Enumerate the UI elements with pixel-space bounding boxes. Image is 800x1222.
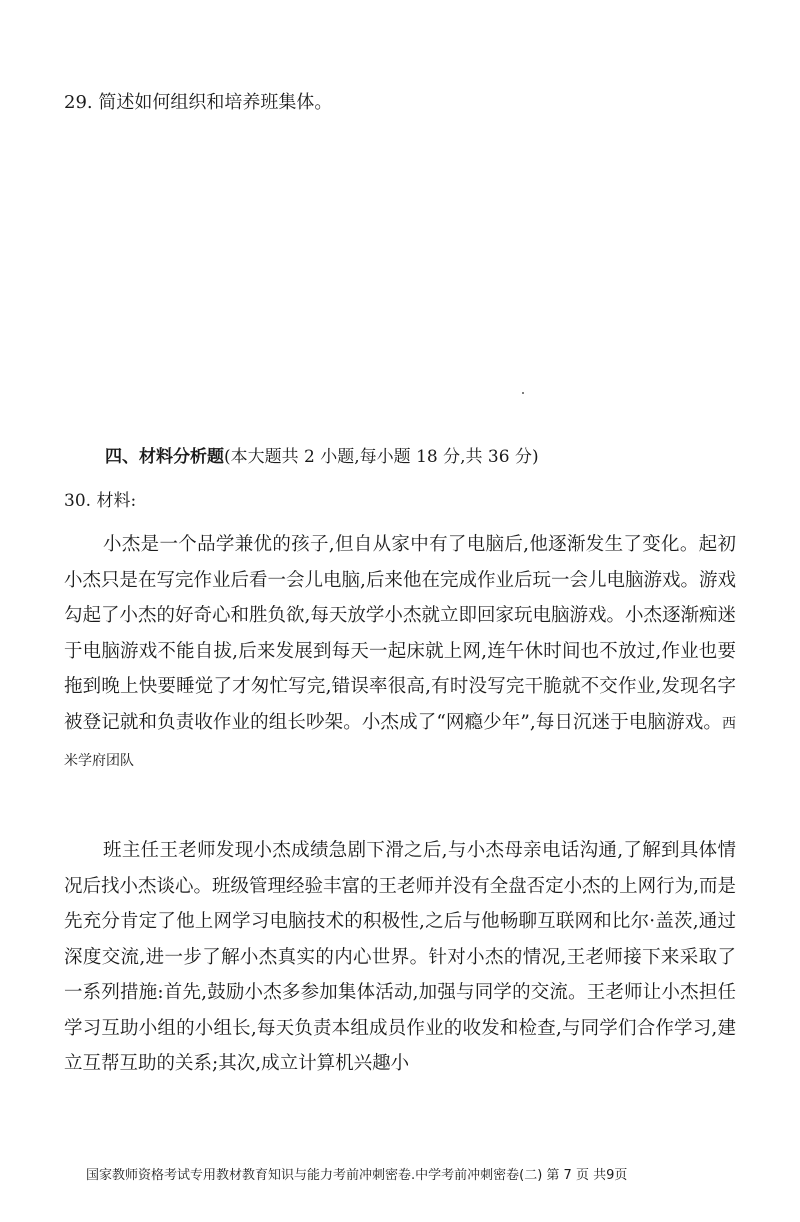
- stray-dot: [522, 392, 524, 394]
- page-footer: 国家教师资格考试专用教材教育知识与能力考前冲刺密卷.中学考前冲刺密卷(二) 第 7 页 共9页: [86, 1168, 628, 1183]
- watermark-text: 西米学府团队: [64, 715, 736, 769]
- paragraph-2-text: 班主任王老师发现小杰成绩急剧下滑之后,与小杰母亲电话沟通,了解到具体情况后找小杰谈心。班级管理经验丰富的王老师并没有全盘否定小杰的上网行为,而是先充分肯定了他上网学习电脑技术的积极性,之后与他畅聊互联网和比尔·盖茨,通过深度交流,进一步了解小杰真实的内心世界。针对小杰的情况,王老师接下来采取了一系列措施:首先,鼓励小杰多参加集体活动,加强与同学的交流。王老师让小杰担任学习互助小组的小组长,每天负责本组成员作业的收发和检查,与同学们合作学习,建立互帮互助的关系;其次,成立计算机兴趣小: [64, 840, 736, 1074]
- paragraph-1-text: 小杰是一个品学兼优的孩子,但自从家中有了电脑后,他逐渐发生了变化。起初小杰只是在写完作业后看一会儿电脑,后来他在完成作业后玩一会儿电脑游戏。游戏勾起了小杰的好奇心和胜负欲,每天放学小杰就立即回家玩电脑游戏。小杰逐渐痴迷于电脑游戏不能自拔,后来发展到每天一起床就上网,连午休时间也不放过,作业也要拖到晚上快要睡觉了才匆忙写完,错误率很高,有时没写完干脆就不交作业,发现名字被登记就和负责收作业的组长吵架。小杰成了“网瘾少年”,每日沉迷于电脑游戏。: [64, 534, 736, 733]
- section-note: (本大题共 2 小题,每小题 18 分,共 36 分): [224, 447, 539, 467]
- question-30-label: 30. 材料:: [64, 491, 137, 511]
- section-title: 四、材料分析题: [105, 447, 224, 467]
- material-paragraph-2: [64, 833, 736, 1082]
- section-heading: [105, 442, 539, 467]
- question-29: 29. 简述如何组织和培养班集体。: [64, 92, 333, 113]
- material-paragraph-1: [64, 527, 736, 780]
